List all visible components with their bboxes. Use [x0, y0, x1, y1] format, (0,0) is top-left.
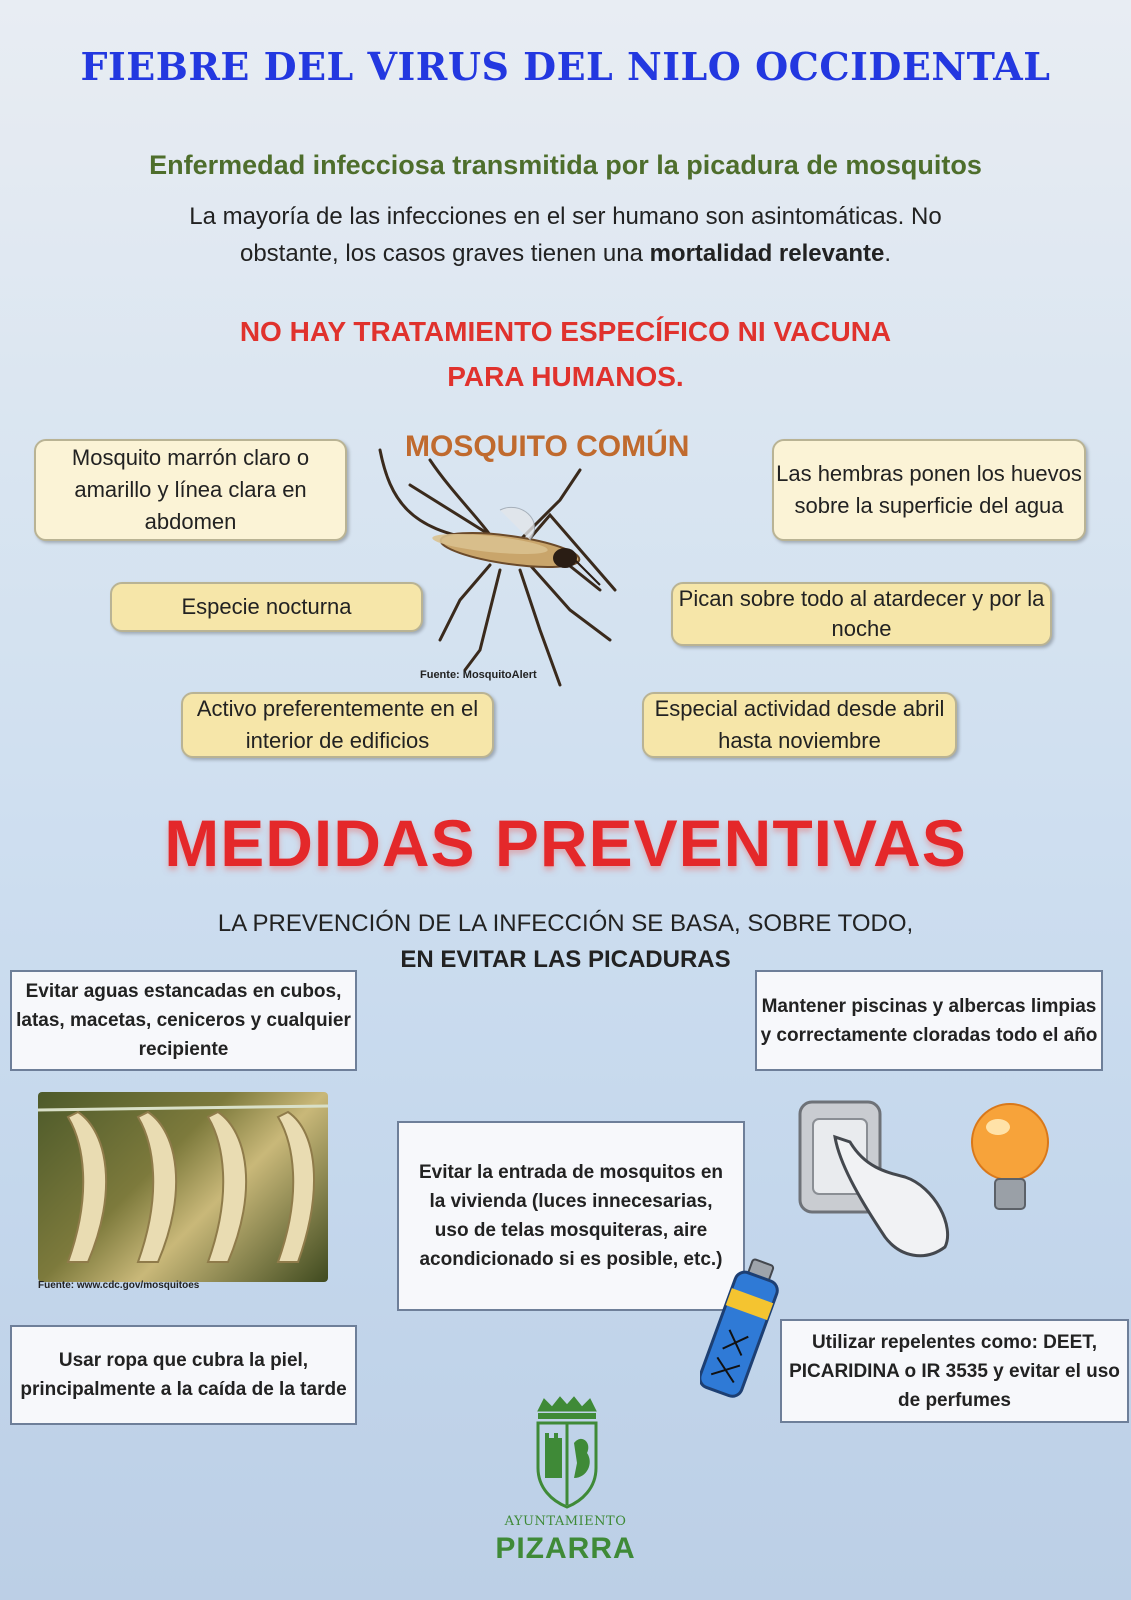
- intro-line-2-text: obstante, los casos graves tienen una: [239, 240, 650, 267]
- intro-line-2: [120, 240, 1011, 268]
- mosquito-illustration: [370, 440, 630, 700]
- logo-name: PIZARRA: [495, 1532, 636, 1565]
- intro-line-1: La mayoría de las infecciones en el ser humano son asintomáticas. No: [189, 203, 942, 230]
- prevention-title: MEDIDAS PREVENTIVAS: [164, 806, 967, 880]
- logo-caption: AYUNTAMIENTO: [504, 1514, 627, 1529]
- no-treatment-warning-line-2: PARA HUMANOS.: [447, 361, 684, 392]
- fact-indoor-box: Activo preferentemente en el interior de edificios: [181, 692, 494, 758]
- mortality-emphasis: mortalidad relevante: [649, 240, 885, 267]
- prevention-intro-line-1: LA PREVENCIÓN DE LA INFECCIÓN SE BASA, SOBRE TODO,: [217, 910, 914, 937]
- fact-eggs-box: Las hembras ponen los huevos sobre la superficie del agua: [772, 439, 1086, 541]
- light-switch-bulb-illustration: [795, 1097, 1060, 1267]
- measure-clothing: Usar ropa que cubra la piel, principalmente a la caída de la tarde: [10, 1325, 357, 1425]
- fact-bite-time-box: Pican sobre todo al atardecer y por la noche: [671, 582, 1052, 646]
- mosquito-image-source: Fuente: MosquitoAlert: [420, 669, 537, 681]
- measure-repellents: Utilizar repelentes como: DEET, PICARIDINA o IR 3535 y evitar el uso de perfumes: [780, 1319, 1129, 1423]
- larvae-illustration: [38, 1092, 328, 1282]
- no-treatment-warning-line-1: NO HAY TRATAMIENTO ESPECÍFICO NI VACUNA: [239, 316, 892, 347]
- mosquito-section-title: MOSQUITO COMÚN: [405, 430, 690, 463]
- pizarra-coat-of-arms-logo: [532, 1393, 602, 1511]
- measure-home-entry: Evitar la entrada de mosquitos en la vivienda (luces innecesarias, uso de telas mosquiteras, aire acondicionado si es posible, etc.): [397, 1121, 745, 1311]
- fact-nocturnal-box: Especie nocturna: [110, 582, 423, 632]
- measure-pools: Mantener piscinas y albercas limpias y correctamente cloradas todo el año: [755, 970, 1103, 1071]
- mosquito-larvae-photo: [38, 1092, 328, 1282]
- page-title: FIEBRE DEL VIRUS DEL NILO OCCIDENTAL: [80, 44, 1051, 89]
- disease-subtitle: Enfermedad infecciosa transmitida por la picadura de mosquitos: [149, 150, 982, 180]
- fact-season-box: Especial actividad desde abril hasta noviembre: [642, 692, 957, 758]
- fact-color-box: Mosquito marrón claro o amarillo y línea clara en abdomen: [34, 439, 347, 541]
- measure-stagnant-water: Evitar aguas estancadas en cubos, latas, macetas, ceniceros y cualquier recipiente: [10, 970, 357, 1071]
- intro-period: .: [884, 240, 891, 267]
- larvae-image-source: Fuente: www.cdc.gov/mosquitoes: [38, 1280, 200, 1291]
- prevention-intro-line-2: EN EVITAR LAS PICADURAS: [400, 946, 731, 973]
